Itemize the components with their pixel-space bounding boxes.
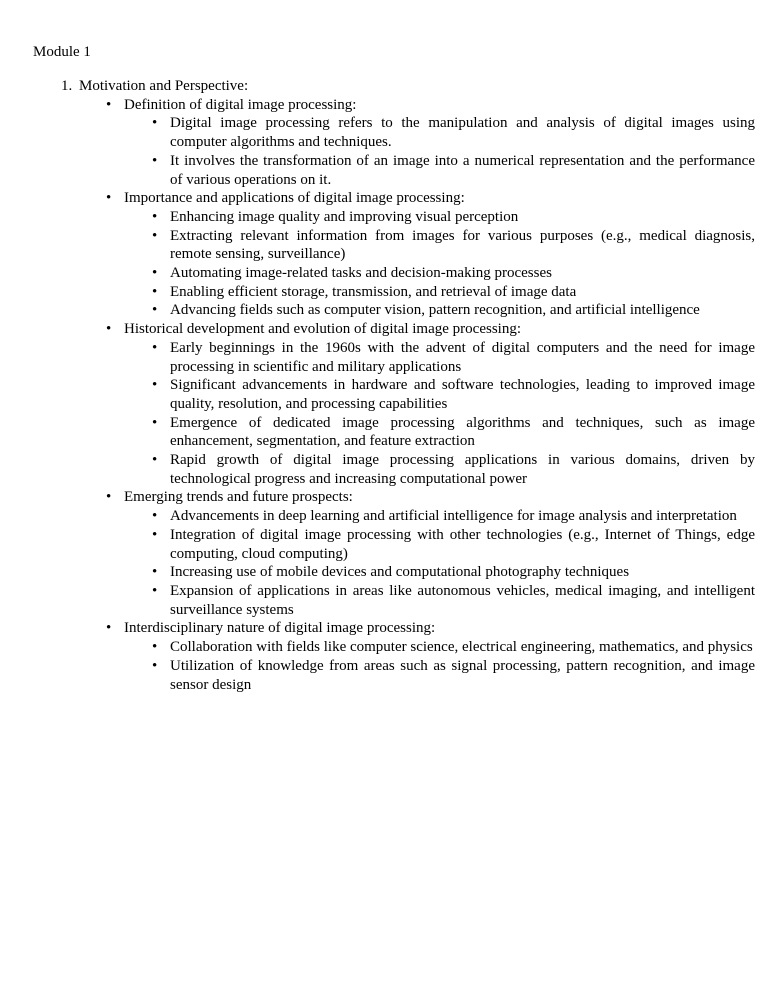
bullet-icon: • — [152, 526, 158, 543]
point-text: Advancing fields such as computer vision, pattern recognition, and artificial intelligence — [170, 302, 700, 319]
point-text: Automating image-related tasks and decision-making processes — [170, 265, 552, 282]
bullet-icon: • — [106, 321, 112, 338]
list-item — [152, 264, 755, 283]
bullet-icon: • — [152, 414, 158, 431]
section-heading-text: Motivation and Perspective: — [79, 78, 249, 94]
list-item — [152, 582, 755, 619]
bullet-icon: • — [152, 377, 158, 394]
topic-history — [106, 320, 755, 488]
point-text: Expansion of applications in areas like autonomous vehicles, medical imaging, and intelligent surveillance systems — [170, 582, 755, 618]
point-list — [124, 339, 755, 489]
topic-heading — [106, 488, 755, 507]
point-text: Utilization of knowledge from areas such as signal processing, pattern recognition, and image sensor design — [170, 657, 755, 693]
point-text: Extracting relevant information from images for various purposes (e.g., medical diagnosis, remote sensing, surveillance) — [170, 227, 755, 263]
topic-title: Historical development and evolution of digital image processing: — [124, 321, 521, 338]
bullet-icon: • — [152, 657, 158, 674]
section-number: 1. — [61, 78, 73, 94]
point-text: Enabling efficient storage, transmission, and retrieval of image data — [170, 283, 577, 300]
bullet-icon: • — [152, 283, 158, 300]
list-item — [152, 152, 755, 189]
point-text: Early beginnings in the 1960s with the advent of digital computers and the need for image processing in scientific and military applications — [170, 339, 755, 375]
list-item — [152, 451, 755, 488]
bullet-icon: • — [152, 302, 158, 319]
list-item — [152, 376, 755, 413]
list-item — [152, 114, 755, 151]
topic-heading — [106, 189, 755, 208]
bullet-icon: • — [152, 582, 158, 599]
bullet-icon: • — [106, 489, 112, 506]
bullet-icon: • — [152, 265, 158, 282]
list-item — [152, 339, 755, 376]
list-item — [152, 657, 755, 694]
point-text: Emergence of dedicated image processing algorithms and techniques, such as image enhancement, segmentation, and feature extraction — [170, 414, 755, 450]
bullet-icon: • — [152, 152, 158, 169]
topic-trends — [106, 488, 755, 619]
point-text: It involves the transformation of an image into a numerical representation and the performance of various operations on it. — [170, 152, 755, 188]
bullet-icon: • — [106, 190, 112, 207]
list-item — [152, 507, 755, 526]
point-list — [124, 507, 755, 619]
section-heading — [61, 77, 755, 96]
point-text: Significant advancements in hardware and software technologies, leading to improved image quality, resolution, and processing capabilities — [170, 377, 755, 412]
list-item — [152, 414, 755, 451]
bullet-icon: • — [106, 620, 112, 637]
point-text: Advancements in deep learning and artificial intelligence for image analysis and interpretation — [170, 508, 737, 525]
topic-title: Importance and applications of digital image processing: — [124, 190, 465, 207]
list-item — [152, 227, 755, 264]
point-list — [124, 208, 755, 320]
list-item — [152, 526, 755, 563]
topic-definition — [106, 96, 755, 190]
point-text: Enhancing image quality and improving visual perception — [170, 208, 519, 225]
point-text: Integration of digital image processing with other technologies (e.g., Internet of Things, edge computing, cloud computing) — [170, 526, 755, 562]
list-item — [152, 301, 755, 320]
list-item — [152, 283, 755, 302]
topic-title: Emerging trends and future prospects: — [124, 489, 353, 506]
point-text: Increasing use of mobile devices and computational photography techniques — [170, 564, 630, 581]
bullet-icon: • — [152, 564, 158, 581]
topic-interdisciplinary — [106, 619, 755, 694]
bullet-icon: • — [152, 508, 158, 525]
list-item — [152, 563, 755, 582]
topic-heading — [106, 619, 755, 638]
section-motivation — [61, 77, 755, 694]
point-text: Digital image processing refers to the manipulation and analysis of digital images using computer algorithms and techniques. — [170, 115, 755, 151]
point-list — [124, 114, 755, 189]
module-title: Module 1 — [33, 44, 91, 60]
topic-title: Definition of digital image processing: — [124, 96, 357, 113]
topic-title: Interdisciplinary nature of digital image processing: — [124, 620, 436, 637]
bullet-icon: • — [152, 227, 158, 244]
point-text: Collaboration with fields like computer science, electrical engineering, mathematics, and physics — [170, 639, 753, 656]
bullet-icon: • — [152, 452, 158, 469]
bullet-icon: • — [152, 208, 158, 225]
point-text: Rapid growth of digital image processing applications in various domains, driven by technological progress and increasing computational power — [170, 452, 755, 487]
list-item — [152, 638, 755, 657]
point-list — [124, 638, 755, 694]
bullet-icon: • — [152, 339, 158, 356]
bullet-icon: • — [152, 639, 158, 656]
topic-heading — [106, 320, 755, 339]
topic-importance — [106, 189, 755, 320]
list-item — [152, 208, 755, 227]
bullet-icon: • — [106, 96, 112, 113]
topic-heading — [106, 96, 755, 115]
bullet-icon: • — [152, 115, 158, 132]
